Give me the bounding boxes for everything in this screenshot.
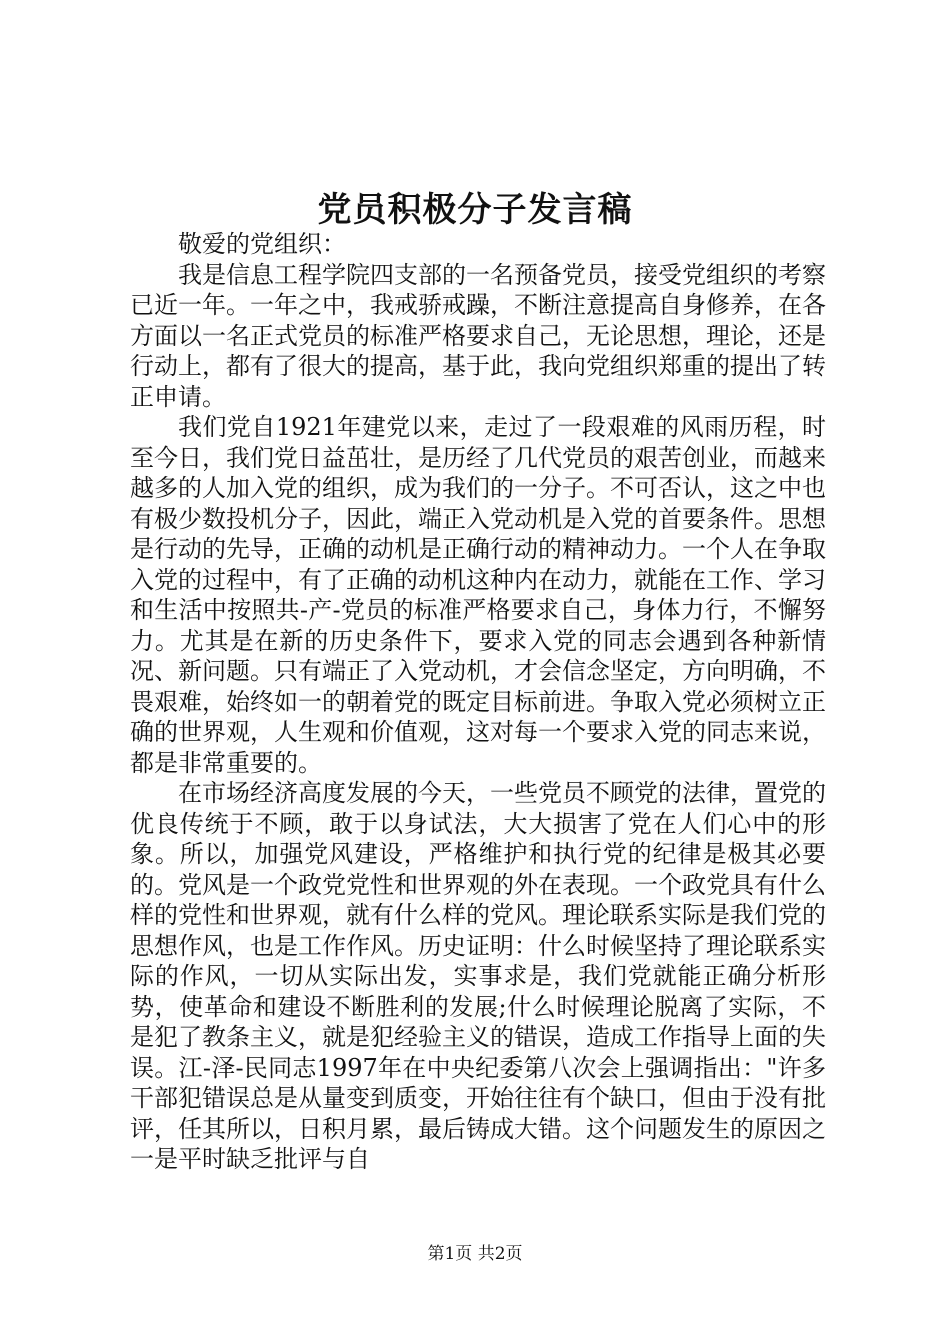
document-body — [130, 229, 826, 1175]
paragraph-3: 在市场经济高度发展的今天，一些党员不顾党的法律，置党的优良传统于不顾，敢于以身试法，大大损害了党在人们心中的形象。所以，加强党风建设，严格维护和执行党的纪律是极其必要的。党风是一个政党党性和世界观的外在表现。一个政党具有什么样的党性和世界观，就有什么样的党风。理论联系实际是我们党的思想作风，也是工作作风。历史证明：什么时候坚持了理论联系实际的作风，一切从实际出发，实事求是，我们党就能正确分析形势，使革命和建设不断胜利的发展;什么时候理论脱离了实际，不是犯了教条主义，就是犯经验主义的错误，造成工作指导上面的失误。江-泽-民同志1997年在中央纪委第八次会上强调指出："许多干部犯错误总是从量变到质变，开始往往有个缺口，但由于没有批评，任其所以，日积月累，最后铸成大错。这个问题发生的原因之一是平时缺乏批评与自 — [130, 779, 826, 1173]
paragraph-1: 我是信息工程学院四支部的一名预备党员，接受党组织的考察已近一年。一年之中，我戒骄戒躁，不断注意提高自身修养，在各方面以一名正式党员的标准严格要求自己，无论思想，理论，还是行动上，都有了很大的提高，基于此，我向党组织郑重的提出了转正申请。 — [130, 260, 826, 411]
page-footer: 第1页 共2页 — [427, 1244, 523, 1264]
document-title: 党员积极分子发言稿 — [317, 190, 633, 230]
paragraph-2: 我们党自1921年建党以来，走过了一段艰难的风雨历程，时至今日，我们党日益茁壮，是历经了几代党员的艰苦创业，而越来越多的人加入党的组织，成为我们的一分子。不可否认，这之中也有极少数投机分子，因此，端正入党动机是入党的首要条件。思想是行动的先导，正确的动机是正确行动的精神动力。一个人在争取入党的过程中，有了正确的动机这种内在动力，就能在工作、学习和生活中按照共-产-党员的标准严格要求自己，身体力行，不懈努力。尤其是在新的历史条件下，要求入党的同志会遇到各种新情况、新问题。只有端正了入党动机，才会信念坚定，方向明确，不畏艰难，始终如一的朝着党的既定目标前进。争取入党必须树立正确的世界观，人生观和价值观，这对每一个要求入党的同志来说，都是非常重要的。 — [130, 413, 826, 777]
salutation: 敬爱的党组织： — [178, 230, 346, 258]
